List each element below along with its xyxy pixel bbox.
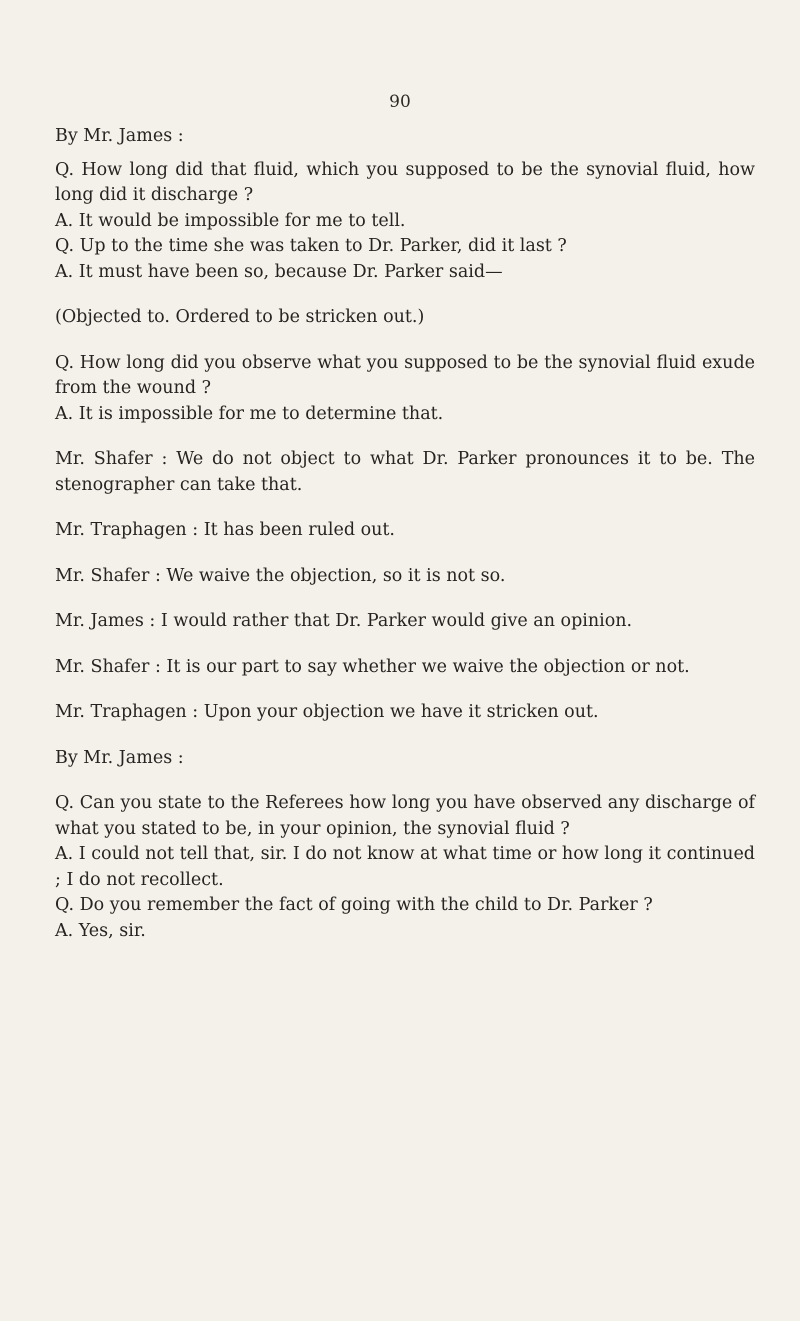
answer: A. I could not tell that, sir. I do not know at what time or how long it continued ; I do not recollect.: [55, 844, 755, 890]
statement: Mr. Shafer : It is our part to say whether we waive the objection or not.: [55, 656, 690, 677]
question: Q. Can you state to the Referees how long you have observed any discharge of what you stated to be, in your opinion, the synovial fluid ?: [55, 793, 755, 839]
question: Q. How long did you observe what you supposed to be the synovial fluid exude from the wound ?: [55, 352, 755, 398]
question: Q. Up to the time she was taken to Dr. Parker, did it last ?: [55, 236, 567, 256]
speaker-label: Mr. Shafer :: [55, 449, 168, 469]
ruling-note: (Objected to. Ordered to be stricken out.): [55, 307, 425, 327]
statement: Mr. Traphagen : Upon your objection we have it stricken out.: [55, 702, 599, 722]
statement: Mr. Traphagen : It has been ruled out.: [55, 520, 395, 540]
answer: A. It would be impossible for me to tell.: [55, 210, 406, 231]
speaker-heading: [55, 746, 755, 772]
speaker-label: By Mr. James :: [55, 747, 184, 768]
answer: A. It must have been so, because Dr. Parker said—: [55, 261, 503, 282]
speaker-label: Mr. James :: [55, 611, 156, 631]
document-body: [55, 124, 755, 944]
speaker-label: Mr. Shafer :: [55, 656, 161, 677]
speaker-label: Mr. Traphagen :: [55, 520, 199, 540]
answer: A. It is impossible for me to determine that.: [55, 403, 444, 424]
page-number: 90: [389, 92, 411, 112]
speaker-label: By Mr. James :: [55, 126, 184, 146]
speaker-heading: [55, 124, 755, 150]
statement: Mr. Shafer : We do not object to what Dr. Parker pronounces it to be. The stenographer can take that.: [55, 449, 755, 495]
question: Q. Do you remember the fact of going with the child to Dr. Parker ?: [55, 895, 653, 915]
speaker-label: Mr. Traphagen :: [55, 702, 199, 722]
speaker-label: Mr. Shafer :: [55, 565, 161, 586]
question: Q. How long did that fluid, which you supposed to be the synovial fluid, how long did it discharge ?: [55, 159, 755, 205]
answer: A. Yes, sir.: [55, 920, 146, 941]
statement: Mr. James : I would rather that Dr. Parker would give an opinion.: [55, 611, 633, 631]
statement: Mr. Shafer : We waive the objection, so it is not so.: [55, 565, 506, 586]
